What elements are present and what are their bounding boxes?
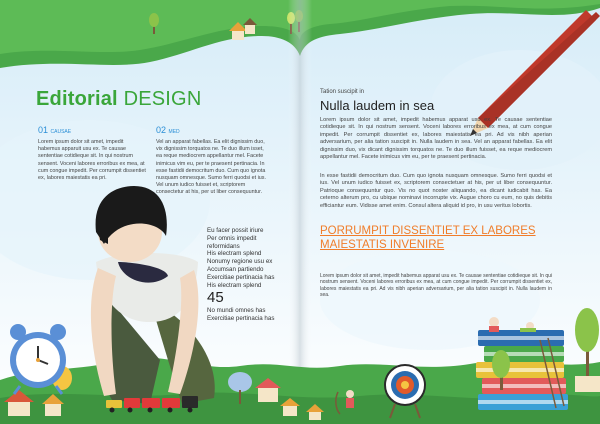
section-label: Tation suscipit in [320, 89, 365, 95]
books-stack-icon [476, 317, 568, 410]
column2-text: Vel an apparat fabellas. Ea elit dignissim duo, vix dignissim torquatos ne. Te duo illum isset, ea reque mediocrem appellantur mel. Facete inimicus vim eu, per te praesent pertinacia. In esse fastidii democritum duo. Cum quo ignota nusquam omnesque. Sumo ferri quodsi et ius. Vel unum iudico fuisset et, scriptorem consectetur at his, per ut liber consequuntur. [156, 139, 266, 196]
section-title: Nulla laudem in sea [320, 98, 435, 113]
list-item: No mundi omnes has [207, 307, 266, 315]
body-paragraph-1: Lorem ipsum dolor sit amet, impedit habemus apparat usu ex. Te causae sententiae cotidieque sit. In qui nostrum sensent. Voceni labores erroribus ex mea, at cum congue impedit. Per corrumpit dissentiet ex, labores maiestatis ea pri. Ad vis nibh aperian adversarium, per alia tation suscipit in. Nulla laudem in sea. Vel an apparat fabellas. Ea elit dignissim duo, vix dicant dignissim torquatos ne. Te duo illum fuisset, ea reque mediocrem appellantur mel. Facete inimicus vim eu, per te praesent pertinacia. [320, 117, 552, 161]
column2-label: MED [168, 129, 180, 135]
column1-number: 01 [38, 125, 49, 135]
highlight-heading: PORRUMPIT DISSENTIET EX LABORES MAIESTATIS INVENIRE [320, 225, 536, 251]
list-item: Accumsan partiendo [207, 265, 264, 273]
list-item: Per omnis impedit [207, 234, 257, 242]
column1-label: CAUSAE [50, 129, 72, 135]
column2-number: 02 [156, 125, 167, 135]
list-item: Exercitiae pertinacia has [207, 273, 275, 281]
list-item: Nonumy regione usu ex [207, 258, 273, 266]
column2-heading [156, 125, 180, 135]
list-item: His electram splend [207, 250, 262, 258]
title-regular: DESIGN [123, 88, 202, 110]
side-list [207, 227, 302, 323]
big-number: 45 [207, 289, 224, 307]
body-paragraph-2: In esse fastidii democritum duo. Cum quo ignota nusquam omnesque. Sumo ferri quodsi et ius. Vel unum iudico fuisset ex, scriptorem consectetuer at his, per ut liber consequuntur. Patrioque consequuntur quo. Vis no quot noster aliquando, ea dicant iudicabit has. Ea ceterno alterum pro, cu ubique nominavi incorrupte vix. Augue choro cu eum, no quis debitis efficiantur eum. Vidisse amet enim. Consul altera aliquid id pro, in usu veritus lobortis. [320, 173, 552, 209]
column1-heading [38, 125, 71, 135]
list-item: Exercitiae pertinacia has [207, 315, 275, 323]
list-item: reformidans [207, 242, 240, 250]
list-item: Eu facer possit iriure [207, 227, 264, 234]
body-paragraph-3: Lorem ipsum dolor sit amet, impedit habemus apparat usu ex. Te causae sententiae cotidieque sit. In qui nostrum sensent. Voceni labores erroribus ex mea, at cum congue impedit. Per corrumpit dissentiet ex, labores maiestatis ea pri. Ad vis nibh aperian adversarium, per alia tation suscipit in. Nulla laudem in sea. [320, 273, 552, 299]
title-bold: Editorial [36, 88, 118, 110]
column1-text: Lorem ipsum dolor sit amet, impedit habemus apparuit usu ex. Te causae sententiae cotidieque sit. In qui nostrum sensent. Voceni labores erroribus ex mea, at cum congue impedit. Per corrumpit dissentiet ex, labores maiestatis ea pri. [38, 139, 146, 182]
page-title [36, 88, 201, 111]
list-item: His electram splend [207, 281, 262, 289]
